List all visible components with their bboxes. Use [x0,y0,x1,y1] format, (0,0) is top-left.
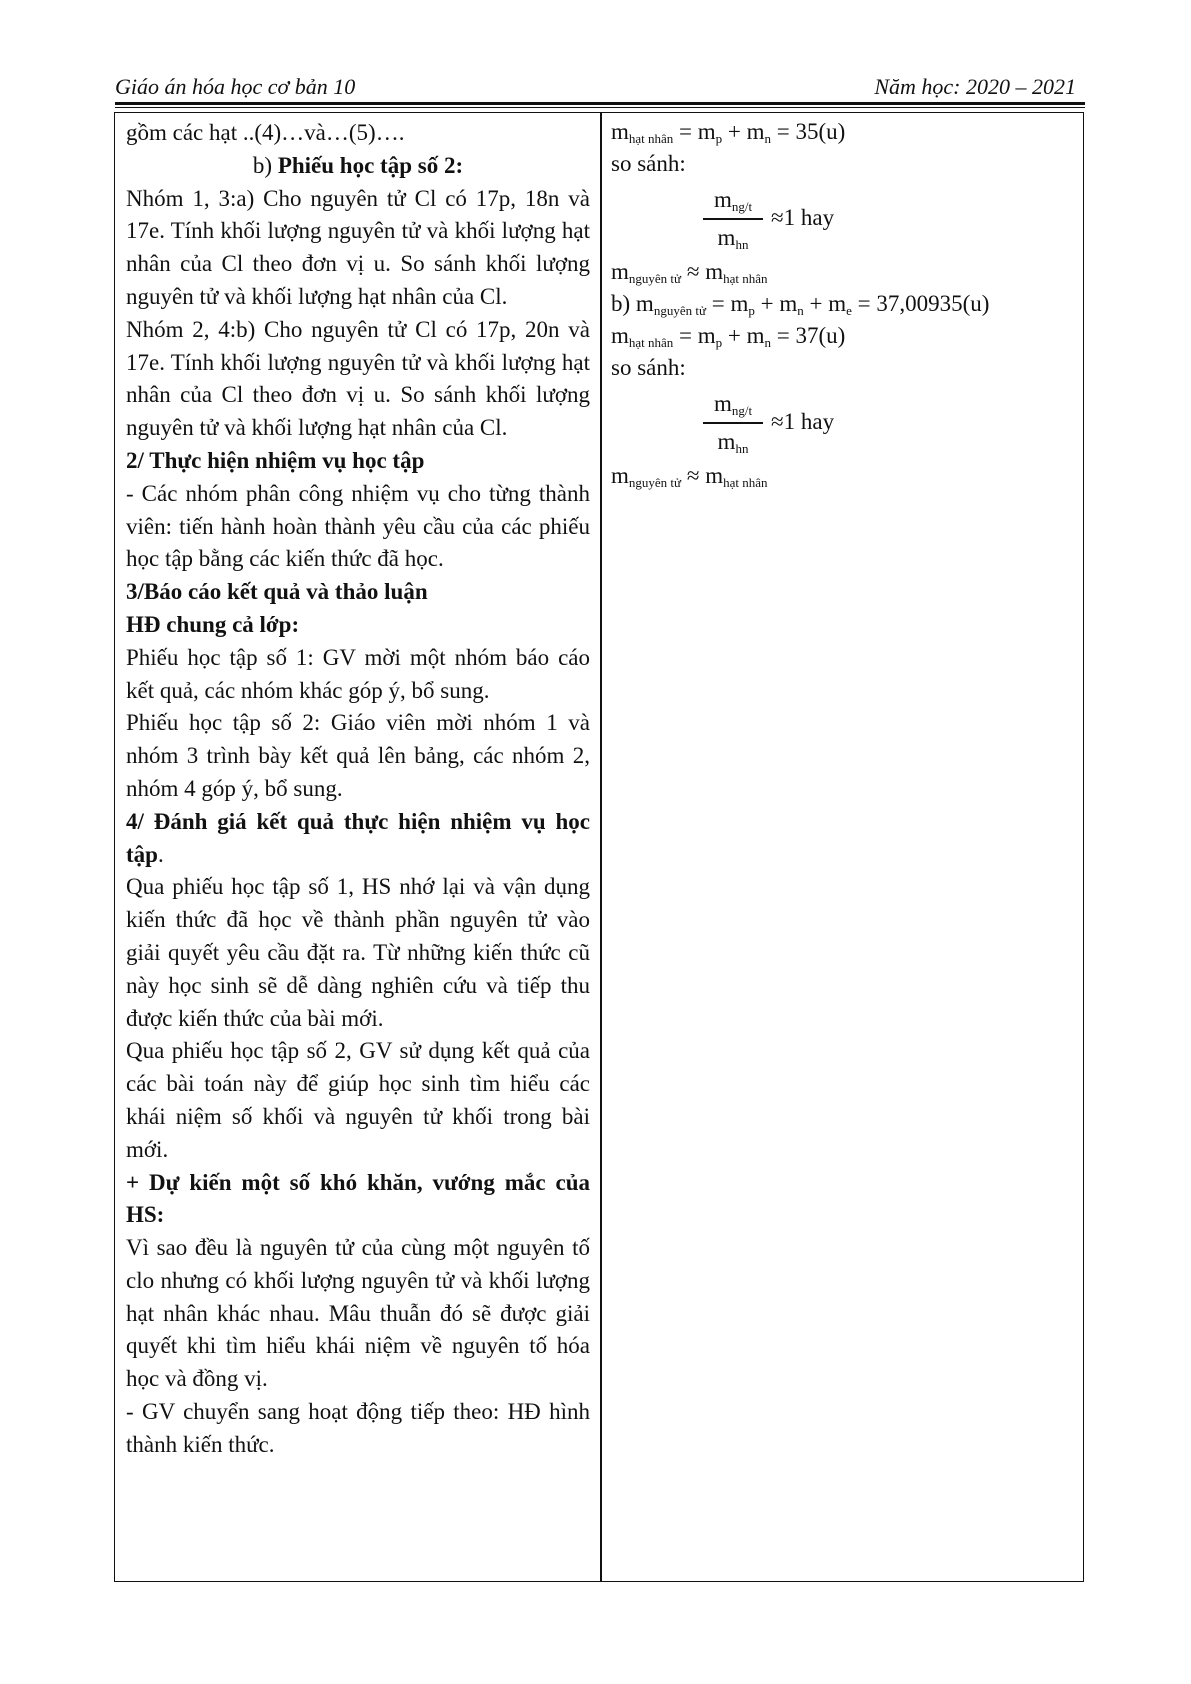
transition-text: - GV chuyển sang hoạt động tiếp theo: HĐ hình thành kiến thức. [126,1399,590,1457]
worksheet2-report: Phiếu học tập số 2: Giáo viên mời nhóm 1 và nhóm 3 trình bày kết quả lên bảng, các nhóm 2, nhóm 4 góp ý, bổ sung. [126,710,590,801]
ratio-fraction: $m_{ng/t}$ $m_{hn}$ [703,388,763,458]
step3-heading: 3/Báo cáo kết quả và thảo luận [126,579,428,605]
atom-mass-eq-b: b) $m_{nguyên tử} = m_p + m_n + m_e = 37,00935(u)$ [611,291,990,318]
header-school-year: Năm học: 2020 – 2021 [874,74,1076,99]
approx-conclusion-b: $m_{nguyên tử} \approx m_{hạt nhân}$ [611,463,768,490]
evaluation-worksheet1: Qua phiếu học tập số 1, HS nhớ lại và vận dụng kiến thức đã học về thành phần nguyên tử vào giải quyết yêu cầu đặt ra. Từ những kiến thức cũ này học sinh sẽ dễ dàng nghiên cứu và tiếp thu được kiến thức của bài mới. [126,874,590,1031]
teacher-activity-column [126,117,590,1462]
step2-text: - Các nhóm phân công nhiệm vụ cho từng thành viên: tiến hành hoàn thành yêu cầu của các phiếu học tập bằng các kiến thức đã học. [126,480,590,572]
mass-ratio-a [611,180,1081,256]
compare-label-b: so sánh: [611,355,686,380]
worksheet1-report: Phiếu học tập số 1: GV mời một nhóm báo cáo kết quả, các nhóm khác góp ý, bổ sung. [126,644,590,703]
column-divider [600,113,602,1581]
lesson-table [114,112,1084,1582]
difficulties-heading: + Dự kiến một số khó khăn, vướng mắc của HS: [126,1169,590,1228]
ratio-approx: ≈1 hay [771,205,835,230]
page-header [115,72,1082,102]
compare-label-a: so sánh: [611,151,686,176]
ratio-fraction: $m_{ng/t}$ $m_{hn}$ [703,184,763,254]
header-rule-thick [115,102,1085,105]
step2-heading: 2/ Thực hiện nhiệm vụ học tập [126,447,425,473]
student-answer-column [611,116,1081,492]
step4-tail: . [157,841,164,867]
step4-title: 4/ Đánh giá kết quả thực hiện nhiệm vụ học tập [126,808,590,867]
worksheet2-heading [126,150,590,183]
group-2-4-task: Nhóm 2, 4:b) Cho nguyên tử Cl có 17p, 20n và 17e. Tính khối lượng nguyên tử và khối lượng hạt nhân của Cl theo đơn vị u. So sánh khối lượng nguyên tử và khối lượng hạt nhân của Cl. [126,316,590,441]
worksheet2-prefix: b) [252,152,278,178]
header-rule-thin [115,107,1085,108]
approx-conclusion-a: $m_{nguyên tử} \approx m_{hạt nhân}$ [611,259,768,286]
class-activity-heading: HĐ chung cả lớp: [126,611,300,637]
worksheet2-title: Phiếu học tập số 2: [277,152,464,178]
nucleus-mass-eq-a: $m_{hạt nhân} = m_p + m_n = 35(u)$ [611,119,846,146]
nucleus-mass-eq-b: $m_{hạt nhân} = m_p + m_n = 37(u)$ [611,323,846,350]
step4-heading [126,806,590,872]
group-1-3-task: Nhóm 1, 3:a) Cho nguyên tử Cl có 17p, 18n và 17e. Tính khối lượng nguyên tử và khối lượng hạt nhân của Cl theo đơn vị u. So sánh khối lượng nguyên tử và khối lượng hạt nhân của Cl. [126,185,590,309]
worksheet1-tail: gồm các hạt ..(4)…và…(5)…. [126,120,405,145]
evaluation-worksheet2: Qua phiếu học tập số 2, GV sử dụng kết quả của các bài toán này để giúp học sinh tìm hiểu các khái niệm số khối và nguyên tử khối trong bài mới. [126,1038,590,1162]
header-title: Giáo án hóa học cơ bản 10 [115,74,356,99]
ratio-approx: ≈1 hay [771,409,835,434]
difficulties-text: Vì sao đều là nguyên tử của cùng một nguyên tố clo nhưng có khối lượng nguyên tử và khối lượng hạt nhân khác nhau. Mâu thuẫn đó sẽ được giải quyết khi tìm hiểu khái niệm về nguyên tố hóa học và đồng vị. [126,1235,590,1392]
mass-ratio-b [611,384,1081,460]
